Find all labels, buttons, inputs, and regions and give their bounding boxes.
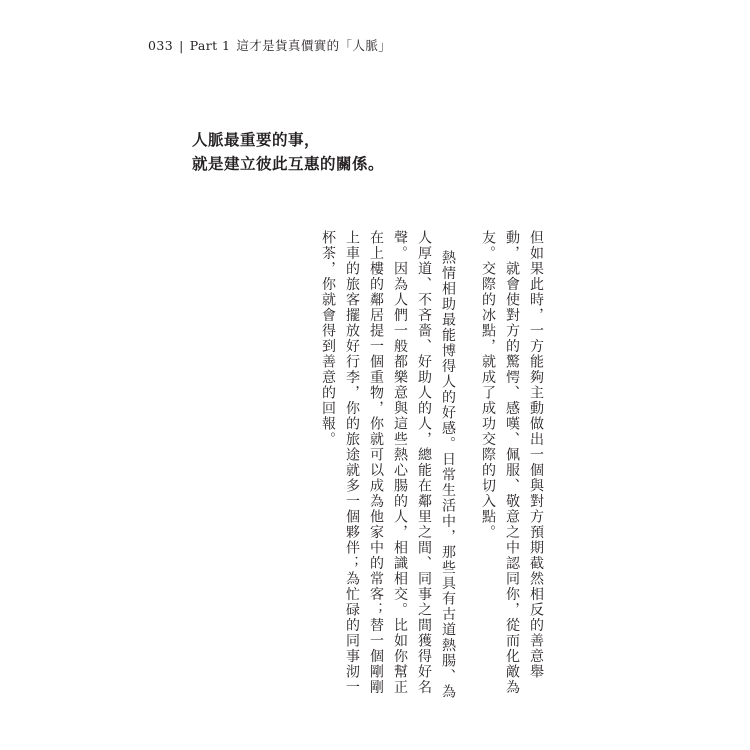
headline [192, 128, 384, 176]
headline-line-1: 人脈最重要的事， [192, 131, 321, 149]
paragraph-1: 但如果此時，一方能夠主動做出一個與對方預期截然相反的善意舉動，就會使對方的驚愕、感嘆、佩服、敬意之中認同你，從而化敵為友。交際的冰點，就成了成功交際的切入點。 [480, 230, 544, 695]
vertical-body-text [316, 230, 548, 700]
paragraph-2: 熱情相助最能博得人的好感。日常生活中，那些具有古道熱腸、為人厚道、不吝嗇、好助人的人，總能在鄰里之間、同事之間獲得好名聲。因為人們一般都樂意與這些熱心腸的人，相識相交。比如你幫正在上樓的鄰居提一個重物，你就可以成為他家中的常客；替一個剛剛上車的旅客擺放好行李，你的旅途就多一個夥伴；為忙碌的同事沏一杯茶，你就會得到善意的回報。 [320, 230, 456, 700]
page-number: 033 [148, 37, 174, 53]
chapter-title: 這才是貨真價實的「人脈」 [236, 38, 392, 53]
separator: | [179, 37, 184, 53]
part-label: Part 1 [189, 37, 231, 53]
headline-line-2: 就是建立彼此互惠的關係。 [192, 155, 385, 173]
running-head [148, 36, 391, 54]
